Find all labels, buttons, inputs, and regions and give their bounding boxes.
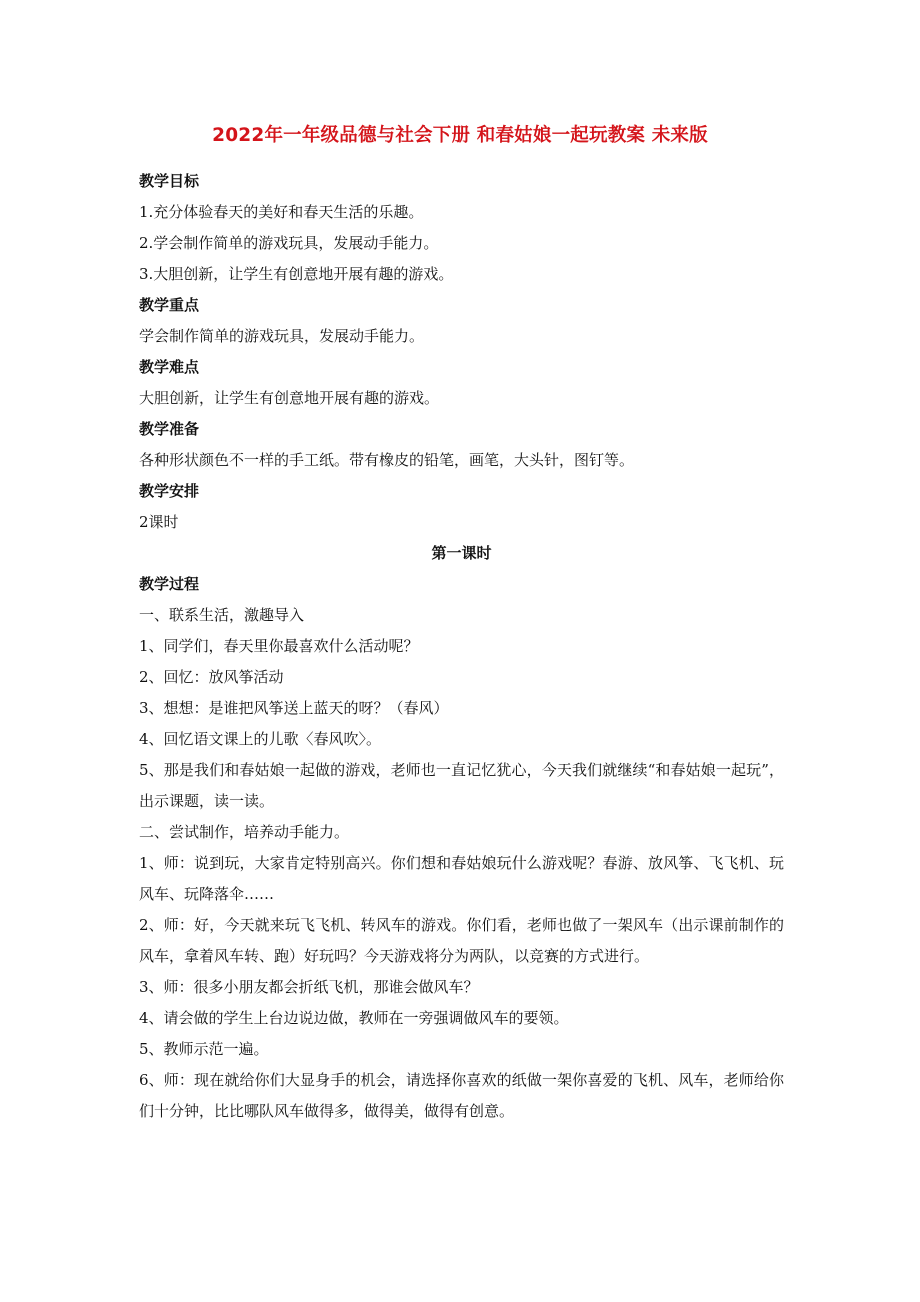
document-body — [139, 166, 784, 1127]
part2-item: 1、师：说到玩，大家肯定特别高兴。你们想和春姑娘玩什么游戏呢？春游、放风筝、飞飞机、玩风车、玩降落伞…… — [139, 854, 784, 903]
section-heading-difficulties: 教学难点 — [139, 358, 200, 376]
preparation-text: 各种形状颜色不一样的手工纸。带有橡皮的铅笔，画笔，大头针，图钉等。 — [139, 451, 635, 469]
part2-item: 3、师：很多小朋友都会折纸飞机，那谁会做风车？ — [139, 978, 479, 996]
part1-item: 2、回忆：放风筝活动 — [139, 668, 284, 686]
goal-item: 2.学会制作简单的游戏玩具，发展动手能力。 — [139, 234, 439, 252]
part2-item: 5、教师示范一遍。 — [139, 1040, 269, 1058]
goal-item: 1.充分体验春天的美好和春天生活的乐趣。 — [139, 203, 424, 221]
part2-item: 6、师：现在就给你们大显身手的机会，请选择你喜欢的纸做一架你喜爱的飞机、风车，老师给你们十分钟，比比哪队风车做得多，做得美，做得有创意。 — [139, 1071, 784, 1120]
difficulties-text: 大胆创新，让学生有创意地开展有趣的游戏。 — [139, 389, 440, 407]
part2-item: 2、师：好，今天就来玩飞飞机、转风车的游戏。你们看，老师也做了一架风车（出示课前制作的风车，拿着风车转、跑）好玩吗？今天游戏将分为两队，以竞赛的方式进行。 — [139, 916, 784, 965]
lesson-heading: 第一课时 — [431, 544, 492, 562]
key-points-text: 学会制作简单的游戏玩具，发展动手能力。 — [139, 327, 425, 345]
section-heading-preparation: 教学准备 — [139, 420, 200, 438]
section-heading-key-points: 教学重点 — [139, 296, 200, 314]
section-heading-schedule: 教学安排 — [139, 482, 200, 500]
part1-item: 3、想想：是谁把风筝送上蓝天的呀？（春风） — [139, 699, 449, 717]
part2-heading: 二、尝试制作，培养动手能力。 — [139, 823, 350, 841]
part2-item: 4、请会做的学生上台边说边做，教师在一旁强调做风车的要领。 — [139, 1009, 569, 1027]
section-heading-process: 教学过程 — [139, 575, 200, 593]
goal-item: 3.大胆创新，让学生有创意地开展有趣的游戏。 — [139, 265, 454, 283]
schedule-text: 2课时 — [139, 513, 179, 531]
part1-heading: 一、联系生活，激趣导入 — [139, 606, 305, 624]
part1-item: 1、同学们，春天里你最喜欢什么活动呢？ — [139, 637, 419, 655]
part1-item: 4、回忆语文课上的儿歌〈春风吹〉。 — [139, 730, 382, 748]
part1-item: 5、那是我们和春姑娘一起做的游戏，老师也一直记忆犹心，今天我们就继续“和春姑娘一起玩”，出示课题，读一读。 — [139, 761, 784, 810]
section-heading-goals: 教学目标 — [139, 172, 200, 190]
document-title: 2022年一年级品德与社会下册 和春姑娘一起玩教案 未来版 — [212, 125, 708, 146]
